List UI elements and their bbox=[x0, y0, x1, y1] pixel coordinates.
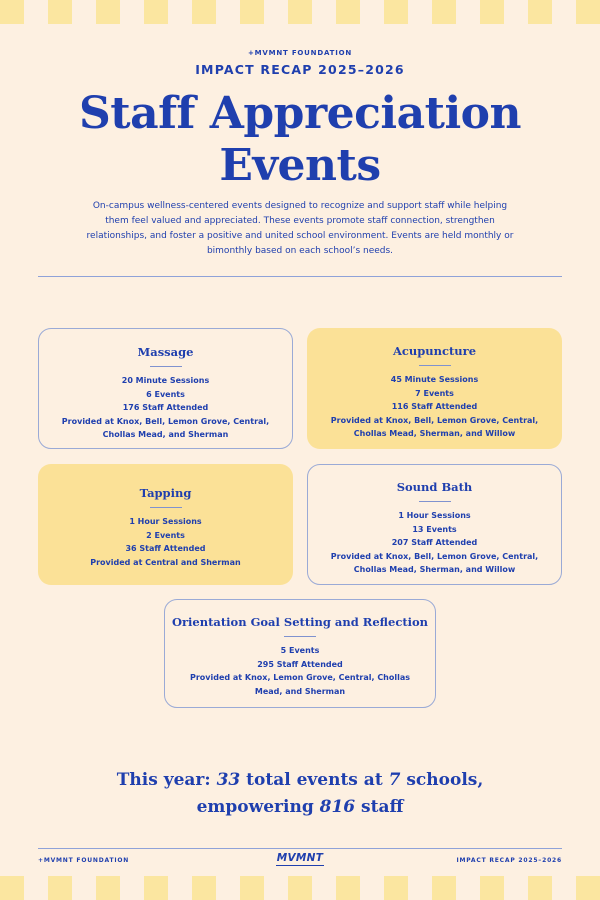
summary-text: empowering bbox=[196, 797, 320, 817]
card-line: Provided at Knox, Lemon Grove, Central, Chollas bbox=[189, 673, 411, 682]
card-underline bbox=[284, 636, 316, 637]
page-title bbox=[0, 88, 600, 192]
card-title: Massage bbox=[137, 345, 194, 359]
mvmnt-logo bbox=[260, 852, 340, 867]
card-underline bbox=[419, 501, 451, 502]
card-line: Chollas Mead, Sherman, and Willow bbox=[353, 565, 516, 574]
card-title: Acupuncture bbox=[392, 344, 477, 358]
card-line: 20 Minute Sessions bbox=[121, 376, 210, 385]
card-line: 1 Hour Sessions bbox=[398, 511, 471, 520]
card-massage bbox=[38, 328, 293, 449]
card-line: Provided at Knox, Bell, Lemon Grove, Central, bbox=[330, 551, 539, 561]
recap-heading: IMPACT RECAP 2025–2026 bbox=[195, 62, 405, 77]
footer-recap: IMPACT RECAP 2025–2026 bbox=[456, 857, 562, 864]
total-events-value: 33 bbox=[216, 770, 241, 790]
card-sound-bath bbox=[307, 464, 562, 585]
card-underline bbox=[150, 507, 182, 508]
card-line: Provided at Knox, Bell, Lemon Grove, Central, bbox=[61, 416, 270, 426]
summary-prefix: This year: bbox=[116, 770, 217, 790]
card-line: 45 Minute Sessions bbox=[390, 375, 479, 384]
title-line-1: Staff Appreciation bbox=[78, 88, 522, 139]
card-line: Chollas Mead, and Sherman bbox=[102, 430, 229, 439]
title-line-2: Events bbox=[219, 140, 381, 191]
card-acupuncture bbox=[307, 328, 562, 449]
logo-underline bbox=[276, 865, 324, 867]
footer-org: +MVMNT FOUNDATION bbox=[38, 857, 130, 864]
summary-text: staff bbox=[355, 797, 404, 817]
card-line: 176 Staff Attended bbox=[122, 403, 209, 412]
bottom-stripe-border bbox=[0, 876, 600, 900]
summary-statement bbox=[0, 767, 600, 821]
card-line: Provided at Knox, Bell, Lemon Grove, Central, bbox=[330, 415, 539, 425]
footer-divider bbox=[38, 848, 562, 849]
summary-line-1 bbox=[0, 767, 600, 794]
card-line: 207 Staff Attended bbox=[391, 538, 478, 547]
card-line: 116 Staff Attended bbox=[391, 402, 478, 411]
card-tapping bbox=[38, 464, 293, 585]
card-line: 7 Events bbox=[415, 388, 454, 398]
card-line: 5 Events bbox=[280, 646, 320, 655]
summary-text: total events at bbox=[240, 770, 389, 790]
card-underline bbox=[150, 366, 182, 367]
card-line: 2 Events bbox=[146, 530, 185, 540]
summary-line-2 bbox=[0, 794, 600, 821]
card-line: 1 Hour Sessions bbox=[129, 517, 202, 526]
card-title: Orientation Goal Setting and Reflection bbox=[171, 615, 429, 629]
card-line: 295 Staff Attended bbox=[257, 659, 343, 669]
card-title: Sound Bath bbox=[396, 480, 473, 494]
card-line: Mead, and Sherman bbox=[254, 686, 346, 696]
card-line: Chollas Mead, Sherman, and Willow bbox=[353, 429, 516, 438]
card-underline bbox=[419, 365, 451, 366]
card-line: Provided at Central and Sherman bbox=[90, 557, 241, 567]
card-line: 6 Events bbox=[146, 389, 185, 399]
intro-paragraph: On-campus wellness-centered events designed to recognize and support staff while helping them feel valued and appreciated. These events promote staff connection, strengthen relationships, and foster a positive and united school environment. Events are held monthly or bimonthly based on each school’s needs. bbox=[86, 201, 514, 256]
card-line: 13 Events bbox=[412, 524, 457, 534]
staff-value: 816 bbox=[319, 797, 356, 817]
schools-value: 7 bbox=[388, 770, 401, 790]
card-orientation bbox=[164, 599, 436, 708]
top-stripe-border bbox=[0, 0, 600, 24]
card-line: 36 Staff Attended bbox=[125, 544, 206, 553]
summary-text: schools, bbox=[400, 770, 484, 790]
top-divider bbox=[38, 276, 562, 277]
logo-wordmark: MVMNT bbox=[276, 852, 324, 864]
org-name: +MVMNT FOUNDATION bbox=[247, 49, 353, 57]
card-title: Tapping bbox=[139, 486, 192, 500]
